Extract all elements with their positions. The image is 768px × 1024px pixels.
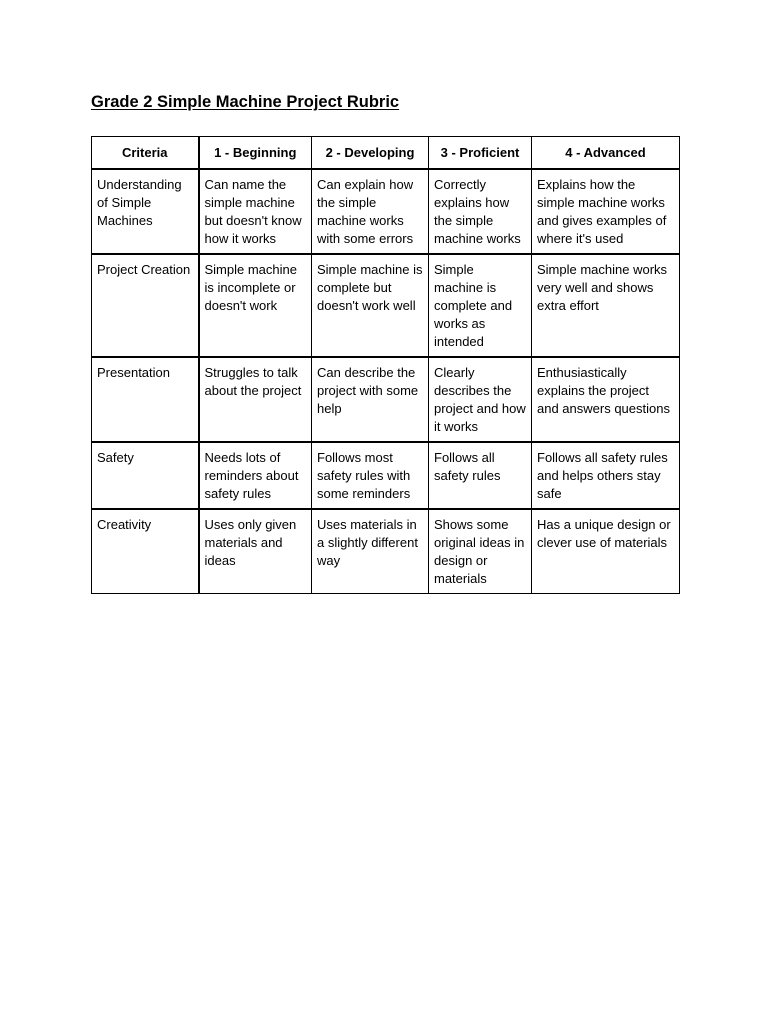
criteria-cell: Understanding of Simple Machines bbox=[92, 169, 199, 254]
beginning-cell: Needs lots of reminders about safety rules bbox=[199, 442, 312, 509]
beginning-cell: Struggles to talk about the project bbox=[199, 357, 312, 442]
advanced-cell: Enthusiastically explains the project and answers questions bbox=[532, 357, 680, 442]
advanced-cell: Simple machine works very well and shows extra effort bbox=[532, 254, 680, 357]
beginning-cell: Uses only given materials and ideas bbox=[199, 509, 312, 594]
column-header-criteria: Criteria bbox=[92, 137, 199, 170]
developing-cell: Follows most safety rules with some reminders bbox=[312, 442, 429, 509]
proficient-cell: Shows some original ideas in design or materials bbox=[429, 509, 532, 594]
table-row bbox=[92, 169, 680, 254]
advanced-cell: Explains how the simple machine works and gives examples of where it's used bbox=[532, 169, 680, 254]
table-row bbox=[92, 442, 680, 509]
rubric-table bbox=[91, 136, 680, 594]
page-title: Grade 2 Simple Machine Project Rubric bbox=[91, 93, 400, 111]
proficient-cell: Clearly describes the project and how it works bbox=[429, 357, 532, 442]
proficient-cell: Follows all safety rules bbox=[429, 442, 532, 509]
criteria-cell: Project Creation bbox=[92, 254, 199, 357]
table-row bbox=[92, 254, 680, 357]
column-header-advanced: 4 - Advanced bbox=[532, 137, 680, 170]
criteria-cell: Presentation bbox=[92, 357, 199, 442]
column-header-beginning: 1 - Beginning bbox=[199, 137, 312, 170]
table-header-row bbox=[92, 137, 680, 170]
criteria-cell: Safety bbox=[92, 442, 199, 509]
beginning-cell: Can name the simple machine but doesn't know how it works bbox=[199, 169, 312, 254]
developing-cell: Can explain how the simple machine works with some errors bbox=[312, 169, 429, 254]
column-header-proficient: 3 - Proficient bbox=[429, 137, 532, 170]
beginning-cell: Simple machine is incomplete or doesn't work bbox=[199, 254, 312, 357]
developing-cell: Can describe the project with some help bbox=[312, 357, 429, 442]
proficient-cell: Simple machine is complete and works as intended bbox=[429, 254, 532, 357]
advanced-cell: Follows all safety rules and helps others stay safe bbox=[532, 442, 680, 509]
table-row bbox=[92, 509, 680, 594]
developing-cell: Simple machine is complete but doesn't work well bbox=[312, 254, 429, 357]
advanced-cell: Has a unique design or clever use of materials bbox=[532, 509, 680, 594]
proficient-cell: Correctly explains how the simple machine works bbox=[429, 169, 532, 254]
criteria-cell: Creativity bbox=[92, 509, 199, 594]
column-header-developing: 2 - Developing bbox=[312, 137, 429, 170]
table-row bbox=[92, 357, 680, 442]
developing-cell: Uses materials in a slightly different way bbox=[312, 509, 429, 594]
